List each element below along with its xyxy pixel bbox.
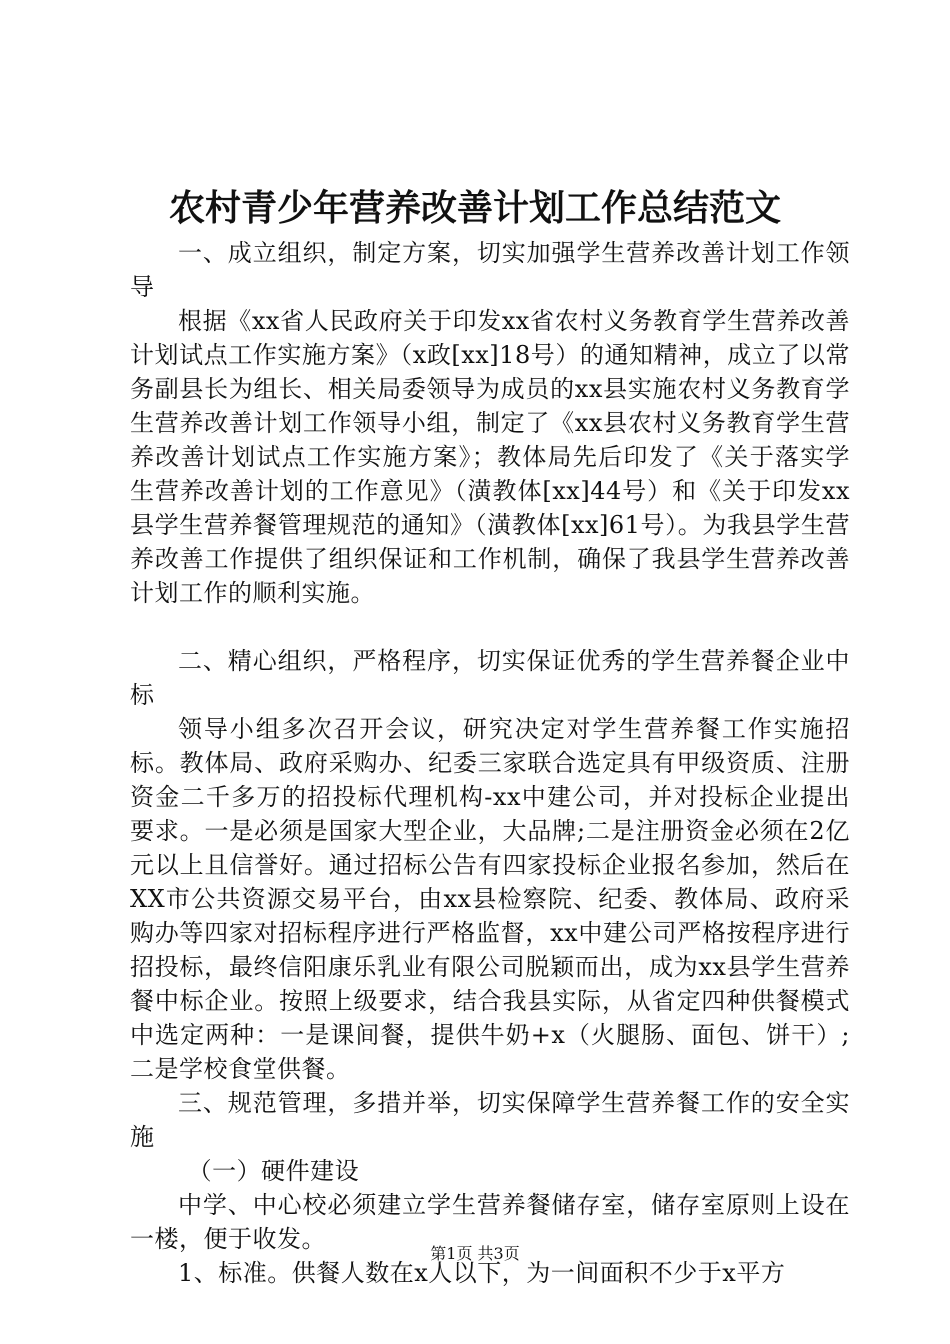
section-heading-2: 二、精心组织，严格程序，切实保证优秀的学生营养餐企业中标 xyxy=(130,647,850,709)
body-paragraph: 根据《xx省人民政府关于印发xx省农村义务教育学生营养改善计划试点工作实施方案》（x政[xx]18号）的通知精神，成立了以常务副县长为组长、相关局委领导为成员的xx县实施农村义务教育学生营养改善计划工作领导小组，制定了《xx县农村义务教育学生营养改善计划试点工作实施方案》；教体局先后印发了《关于落实学生营养改善计划的工作意见》（潢教体[xx]44号）和《关于印发xx县学生营养餐管理规范的通知》（潢教体[xx]61号）。为我县学生营养改善工作提供了组织保证和工作机制，确保了我县学生营养改善计划工作的顺利实施。 xyxy=(130,307,850,607)
list-item: 1、标准。供餐人数在x人以下，为一间面积不少于x平方 xyxy=(178,1259,786,1287)
body-paragraph: 中学、中心校必须建立学生营养餐储存室，储存室原则上设在一楼，便于收发。 xyxy=(130,1191,850,1253)
subsection-heading: （一）硬件建设 xyxy=(187,1157,360,1185)
document-title: 农村青少年营养改善计划工作总结范文 xyxy=(168,187,781,229)
page-number-footer: 第1页 共3页 xyxy=(430,1244,520,1263)
section-heading-1: 一、成立组织，制定方案，切实加强学生营养改善计划工作领导 xyxy=(130,239,850,301)
document-body xyxy=(130,236,850,1290)
body-paragraph: 领导小组多次召开会议，研究决定对学生营养餐工作实施招标。教体局、政府采购办、纪委三家联合选定具有甲级资质、注册资金二千多万的招投标代理机构-xx中建公司，并对投标企业提出要求。一是必须是国家大型企业，大品牌;二是注册资金必须在2亿元以上且信誉好。通过招标公告有四家投标企业报名参加，然后在XX市公共资源交易平台，由xx县检察院、纪委、教体局、政府采购办等四家对招标程序进行严格监督，xx中建公司严格按程序进行招投标，最终信阳康乐乳业有限公司脱颖而出，成为xx县学生营养餐中标企业。按照上级要求，结合我县实际，从省定四种供餐模式中选定两种：一是课间餐，提供牛奶+x（火腿肠、面包、饼干）;二是学校食堂供餐。 xyxy=(130,715,850,1083)
section-heading-3: 三、规范管理，多措并举，切实保障学生营养餐工作的安全实施 xyxy=(130,1089,850,1151)
